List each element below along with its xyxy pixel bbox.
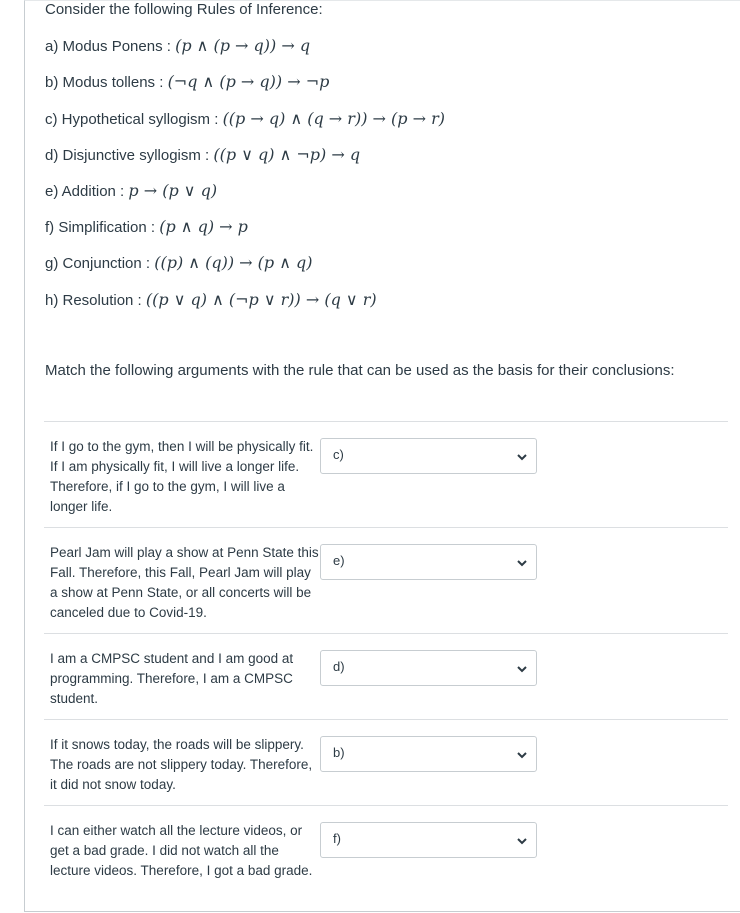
rule-formula: p → (p ∨ q) bbox=[128, 181, 218, 200]
rule-label: d) Disjunctive syllogism : bbox=[45, 147, 210, 164]
match-row bbox=[44, 805, 728, 892]
answer-select[interactable] bbox=[320, 544, 537, 580]
rule-label: g) Conjunction : bbox=[45, 255, 151, 272]
rule-f bbox=[45, 217, 248, 238]
rule-formula: ((p ∨ q) ∧ ¬p) → q bbox=[213, 145, 361, 164]
match-row bbox=[44, 421, 728, 528]
rule-h bbox=[45, 290, 377, 311]
chevron-down-icon bbox=[516, 663, 528, 675]
rule-formula: (p ∧ q) → p bbox=[159, 217, 248, 236]
answer-select[interactable] bbox=[320, 650, 537, 686]
answer-select[interactable] bbox=[320, 438, 537, 474]
argument-text: If it snows today, the roads will be slippery. The roads are not slippery today. Therefore, it did not snow today. bbox=[50, 737, 313, 792]
rule-formula: (p ∧ (p → q)) → q bbox=[175, 36, 311, 55]
rule-a bbox=[45, 36, 310, 57]
chevron-down-icon bbox=[516, 749, 528, 761]
rule-formula: ((p) ∧ (q)) → (p ∧ q) bbox=[154, 253, 313, 272]
argument-text: Pearl Jam will play a show at Penn State this Fall. Therefore, this Fall, Pearl Jam will play a show at Penn State, or all concerts will be canceled due to Covid-19. bbox=[50, 545, 319, 620]
selected-value: d) bbox=[333, 659, 345, 674]
rule-d bbox=[45, 145, 360, 166]
rule-formula: ((p → q) ∧ (q → r)) → (p → r) bbox=[222, 109, 445, 128]
argument-text: If I go to the gym, then I will be physically fit. If I am physically fit, I will live a longer life. Therefore, if I go to the gym, I will live a longer life. bbox=[50, 439, 314, 514]
selected-value: f) bbox=[333, 831, 341, 846]
answer-select[interactable] bbox=[320, 736, 537, 772]
argument-text: I am a CMPSC student and I am good at programming. Therefore, I am a CMPSC student. bbox=[50, 651, 294, 706]
answer-select[interactable] bbox=[320, 822, 537, 858]
chevron-down-icon bbox=[516, 557, 528, 569]
rule-label: h) Resolution : bbox=[45, 292, 142, 309]
rules-heading: Consider the following Rules of Inference: bbox=[45, 1, 323, 18]
rule-b bbox=[45, 72, 329, 93]
instructions-text: Match the following arguments with the rule that can be used as the basis for their conclusions: bbox=[45, 362, 675, 379]
match-row bbox=[44, 527, 728, 634]
rule-label: b) Modus tollens : bbox=[45, 74, 164, 91]
argument-text: I can either watch all the lecture videos, or get a bad grade. I did not watch all the lecture videos. Therefore, I got a bad grade. bbox=[50, 823, 313, 878]
rule-g bbox=[45, 253, 312, 274]
selected-value: e) bbox=[333, 553, 345, 568]
rule-label: e) Addition : bbox=[45, 183, 125, 200]
selected-value: c) bbox=[333, 447, 344, 462]
rule-c bbox=[45, 109, 445, 130]
rule-e bbox=[45, 181, 217, 202]
rule-formula: ((p ∨ q) ∧ (¬p ∨ r)) → (q ∨ r) bbox=[145, 290, 377, 309]
rule-label: a) Modus Ponens : bbox=[45, 38, 171, 55]
chevron-down-icon bbox=[516, 835, 528, 847]
rule-label: f) Simplification : bbox=[45, 219, 156, 236]
selected-value: b) bbox=[333, 745, 345, 760]
rule-formula: (¬q ∧ (p → q)) → ¬p bbox=[167, 72, 330, 91]
match-row bbox=[44, 719, 728, 806]
chevron-down-icon bbox=[516, 451, 528, 463]
match-row bbox=[44, 633, 728, 720]
rule-label: c) Hypothetical syllogism : bbox=[45, 111, 219, 128]
